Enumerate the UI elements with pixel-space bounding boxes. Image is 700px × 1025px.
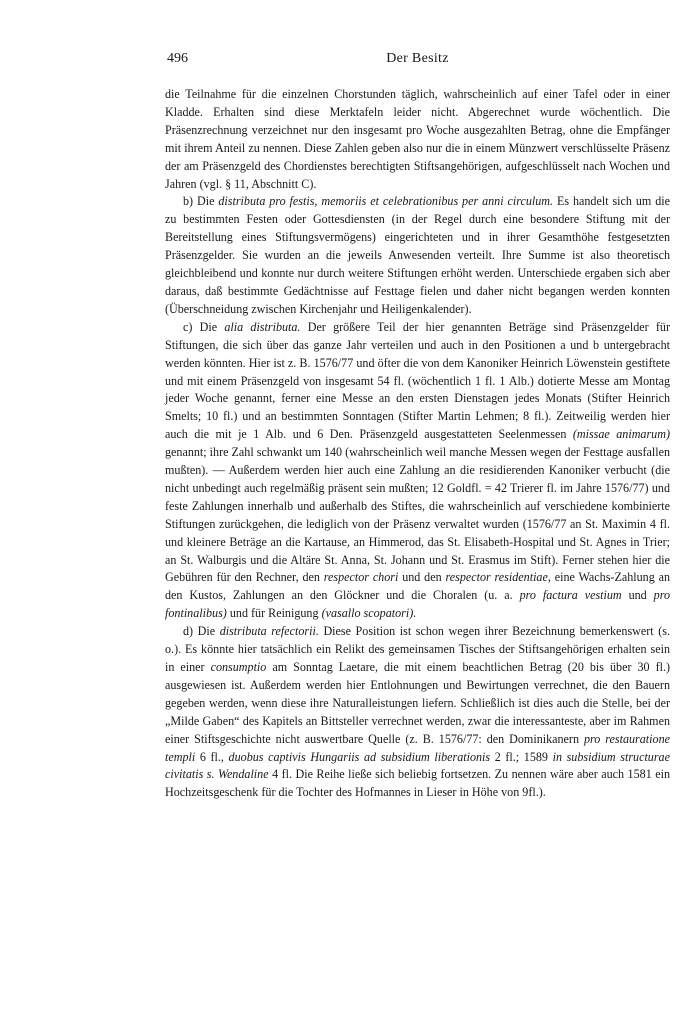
paragraph-continuation (165, 86, 670, 193)
latin-term: alia distributa. (224, 319, 301, 334)
paragraph-c (165, 319, 670, 623)
paragraph-text: die Teilnahme für die einzelnen Chorstunden täglich, wahrscheinlich auf einer Tafel oder in einer Kladde. Erhalten sind diese Merktafeln leider nicht. Abgerechnet wurde wöchentlich. Die Präsenzrechnung verzeichnet nur den insgesamt pro Woche ausgezahlten Betrag, ohne die Empfänger mit ihrem Anteil zu nennen. Diese Zahlen geben also nur die in einem Münzwert verschlüsselte Präsenz der am Präsenzgeld des Chordienstes berechtigten Stiftsangehörigen, aufgeschlüsselt nach Wochen und Jahren (vgl. § 11, Abschnitt C). (165, 87, 670, 191)
paragraph-b (165, 193, 670, 318)
running-title: Der Besitz (386, 51, 449, 66)
body-text (165, 86, 670, 802)
text-run: und (621, 588, 654, 603)
text-run: Diese Position ist schon wegen ihrer Bezeichnung bemerkenswert (s. o.). Es könnte hier tatsächlich ein Relikt des gemeinsamen Tisches der Stiftsangehörigen erhalten sein in einer (165, 624, 670, 674)
latin-term: respector residentiae, (445, 570, 551, 585)
page-header (165, 50, 670, 72)
latin-term: pro restauratione templi (165, 731, 670, 764)
text-run: Der größere Teil der hier genannten Beträge sind Präsenzgelder für Stiftungen, die sich über das ganze Jahr verteilen und auch in den Positionen a und b untergebracht werden könnten. Hier ist z. B. 1576/77 und öfter die von dem Kanoniker Heinrich Löwenstein gestiftete und mit einem Präsenzgeld von insgesamt 54 fl. (wöchentlich 1 fl. 1 Alb.) dotierte Messe am Montag jeder Woche genannt, ferner eine Messe an den ersten Dienstagen jedes Monats (Stifter Heinrich Smelts; 10 fl.) und an bestimmten Sonntagen (Stifter Martin Lehmen; 8 fl.). Zeitweilig werden hier auch die mit je 1 Alb. und 6 Den. Präsenzgeld ausgestatteten Seelenmessen (165, 319, 670, 442)
text-run: b) Die (183, 194, 219, 209)
page-number: 496 (167, 51, 188, 66)
latin-term: distributa refectorii. (219, 624, 319, 639)
text-run: am Sonntag Laetare, die mit einem beachtlichen Betrag (20 bis über 30 fl.) ausgewiesen ist. Außerdem werden hier Entlohnungen und Bewirtungen verrechnet, die den Bauern gegeben werden, wenn diese ihre Naturalleistungen liefern. Schließlich ist dies auch die Stelle, bei der „Milde Gaben“ des Kapitels an Bittsteller verrechnet werden, zwar die interessanteste, aber im Rahmen einer Stiftsgeschichte nicht auswertbare Quelle (z. B. 1576/77: den Dominikanern (165, 660, 671, 746)
latin-term: in subsidium structurae civitatis s. Wendaline (165, 749, 670, 782)
text-run: 2 fl.; 1589 (490, 749, 553, 764)
latin-term: consumptio (210, 660, 267, 674)
latin-term: pro fontinalibus) (165, 588, 671, 621)
text-run: und für Reinigung (226, 606, 322, 621)
text-run: eine Wachs-Zahlung an den Kustos, Zahlungen an den Glöckner und die Choralen (u. a. (165, 570, 671, 603)
text-run: 6 fl., (195, 749, 229, 764)
text-run: und den (398, 570, 446, 585)
text-run: genannt; ihre Zahl schwankt um 140 (wahrscheinlich weil manche Messen wegen der Festtage ausfallen mußten). — Außerdem werden hier auch eine Zahlung an die residierenden Kanoniker verbucht (die nicht unbedingt auch regelmäßig präsent sein mußten; 12 Goldfl. = 42 Trierer fl. im Jahre 1576/77) und feste Zahlungen innerhalb und außerhalb des Stiftes, die wahrscheinlich auf verschiedene kombinierte Stiftungen zurückgehen, die lediglich von der Präsenz verwaltet wurden (1576/77 an St. Maximin 4 fl. und kleinere Beträge an die Kartause, an Himmerod, das St. Elisabeth-Hospital und St. Agnes in Trier; an St. Walburgis und die Altäre St. Anna, St. Johann und St. Erasmus im Stift). Ferner stehen hier die Gebühren für den Rechner, den (165, 445, 670, 585)
latin-term: distributa pro festis, memoriis et celebrationibus per anni circulum. (218, 194, 554, 209)
text-run: 4 fl. Die Reihe ließe sich beliebig fortsetzen. Zu nennen wäre aber auch 1581 ein Hochzeitsgeschenk für die Tochter des Hofmannes in Lieser in Höhe von 9fl.). (165, 767, 670, 800)
paragraph-d (165, 623, 670, 802)
latin-term: (vasallo scopatori). (321, 606, 417, 621)
latin-term: respector chori (323, 570, 399, 585)
text-run: c) Die (183, 319, 225, 334)
latin-term: (missae animarum) (572, 427, 670, 442)
text-run: Es handelt sich um die zu bestimmten Festen oder Gottesdiensten (in der Regel durch eine besondere Stiftung mit der Bereitstellung eines Stiftungsvermögens) eingerichteten und in ihrer Gesamthöhe festgesetzten Präsenzgelder. Sie wurden an die jeweils Anwesenden verteilt. Ihre Summe ist also theoretisch gleichbleibend und konnte nur durch weitere Stiftungen erhöht werden. Unterschiede ergaben sich aber daraus, daß bestimmte Gedächtnisse auf Festtage fielen und daher nicht begangen werden konnten (Überschneidung zwischen Kirchenjahr und Heiligenkalender). (165, 194, 670, 316)
document-page (165, 50, 670, 802)
latin-term: pro factura vestium (519, 588, 622, 603)
text-run: d) Die (183, 624, 220, 639)
latin-term: duobus captivis Hungariis ad subsidium liberationis (228, 749, 491, 764)
